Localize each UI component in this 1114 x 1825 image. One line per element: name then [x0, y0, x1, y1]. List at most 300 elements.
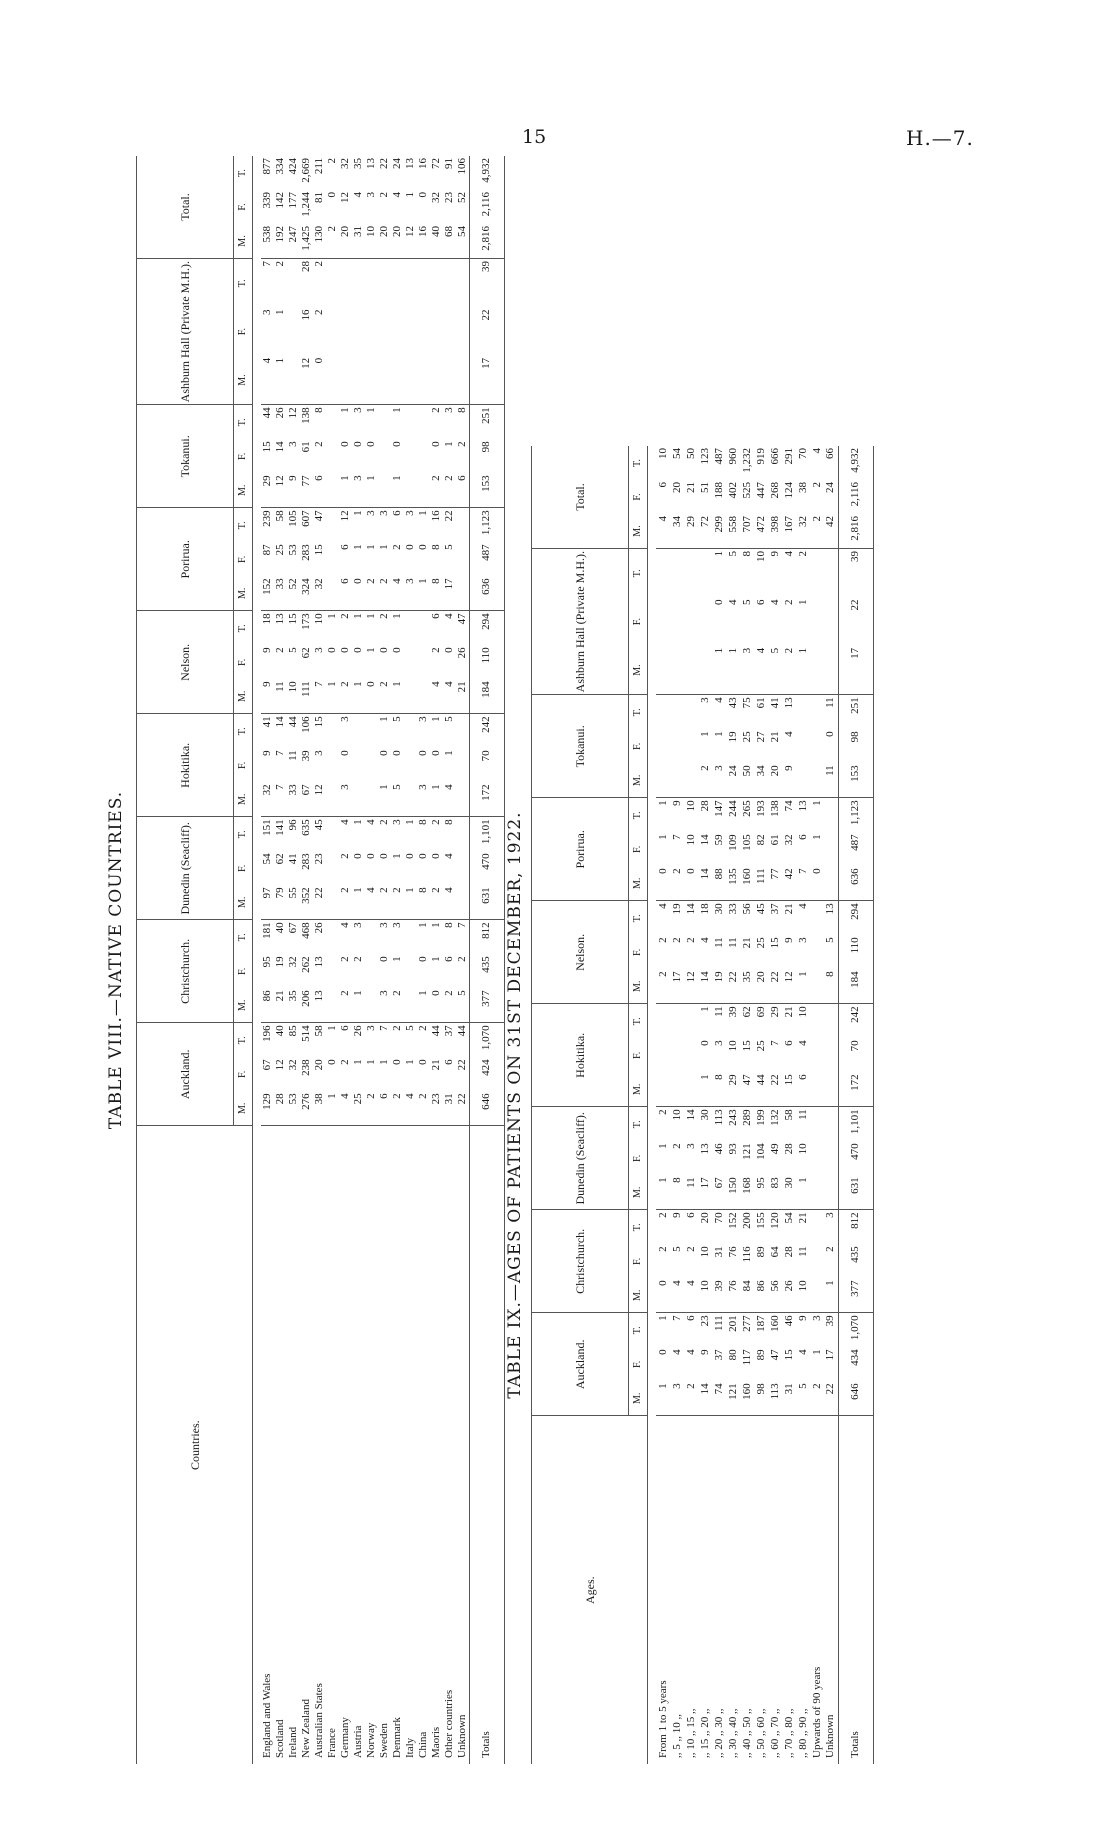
- cell-value: 22: [824, 1381, 838, 1416]
- row-label: ,, 50 ,, 60 ,,: [754, 1416, 768, 1764]
- cell-value: 10: [684, 834, 697, 846]
- totals-value: 172: [838, 1072, 873, 1107]
- cell-value: 121: [726, 1381, 740, 1416]
- cell-value: 26: [455, 647, 468, 659]
- cell-value: 960: [726, 448, 739, 465]
- totals-value: 251: [469, 405, 504, 440]
- cell-value: 47: [768, 1349, 781, 1361]
- cell-value: 83: [768, 1175, 782, 1210]
- totals-value: 251: [838, 695, 873, 730]
- cell-value: [404, 679, 417, 714]
- cell-value: 106: [300, 716, 312, 733]
- cell-value: 2: [391, 544, 403, 550]
- sub-header: F.: [234, 954, 253, 988]
- cell-value: 34: [754, 763, 768, 798]
- cell-value: [810, 1244, 824, 1278]
- cell-value: [326, 748, 339, 782]
- cell-value: 13: [824, 903, 837, 915]
- totals-value: 242: [469, 714, 504, 749]
- cell-value: [404, 988, 417, 1023]
- cell-value: 0: [313, 356, 326, 405]
- cell-value: 6: [391, 510, 403, 516]
- cell-value: 6: [754, 599, 767, 606]
- cell-value: 3: [404, 510, 416, 516]
- cell-value: 23: [430, 1091, 443, 1126]
- group-header: Total.: [137, 156, 234, 259]
- cell-value: 16: [300, 309, 312, 321]
- cell-value: 289: [740, 1109, 753, 1126]
- cell-value: 268: [768, 482, 781, 499]
- cell-value: 8: [443, 922, 455, 928]
- cell-value: [810, 935, 824, 969]
- cell-value: [326, 542, 339, 576]
- totals-row: [469, 156, 504, 1764]
- cell-value: [670, 1004, 684, 1039]
- cell-value: 25: [274, 544, 286, 556]
- cell-value: [404, 954, 417, 988]
- cell-value: 3: [352, 407, 364, 413]
- cell-value: [391, 356, 404, 405]
- cell-value: 12: [339, 192, 351, 203]
- totals-value: 294: [838, 901, 873, 936]
- cell-value: 2: [430, 819, 442, 825]
- cell-value: 5: [443, 544, 455, 550]
- cell-value: 1: [656, 800, 669, 806]
- cell-value: [326, 405, 339, 440]
- cell-value: 4: [443, 782, 456, 817]
- cell-value: 1: [404, 885, 417, 920]
- cell-value: 0: [378, 853, 390, 859]
- cell-value: 13: [796, 800, 809, 812]
- cell-value: 707: [740, 514, 754, 549]
- cell-value: [339, 356, 352, 405]
- sub-header: T.: [234, 611, 253, 646]
- cell-value: 97: [261, 885, 274, 920]
- cell-value: 10: [313, 613, 325, 625]
- cell-value: 10: [796, 1143, 809, 1155]
- cell-value: 558: [726, 514, 740, 549]
- row-label: Ireland: [287, 1126, 300, 1764]
- sub-header: M.: [234, 576, 253, 611]
- cell-value: 167: [782, 514, 796, 549]
- cell-value: 2: [430, 407, 442, 413]
- cell-value: 105: [287, 510, 299, 527]
- row-label: ,, 15 ,, 20 ,,: [698, 1416, 712, 1764]
- cell-value: 9: [782, 763, 796, 798]
- cell-value: 26: [352, 1025, 364, 1037]
- cell-value: [287, 356, 300, 405]
- cell-value: 1,425: [300, 224, 313, 259]
- cell-value: [796, 695, 810, 730]
- cell-value: 37: [443, 1025, 455, 1037]
- cell-value: 4: [754, 646, 768, 695]
- cell-value: 1: [378, 544, 390, 550]
- cell-value: 25: [754, 937, 767, 949]
- table-row: [378, 156, 391, 1764]
- cell-value: 19: [274, 956, 286, 968]
- table-row: [300, 156, 313, 1764]
- cell-value: [352, 714, 365, 749]
- cell-value: [404, 259, 417, 308]
- cell-value: 31: [782, 1381, 796, 1416]
- row-label: ,, 20 ,, 30 ,,: [712, 1416, 726, 1764]
- cell-value: 2: [391, 988, 404, 1023]
- cell-value: 4: [443, 853, 455, 859]
- cell-value: 32: [796, 514, 810, 549]
- cell-value: 11: [274, 679, 287, 714]
- cell-value: 8: [443, 819, 455, 825]
- cell-value: 239: [261, 510, 273, 527]
- cell-value: [684, 1004, 698, 1039]
- totals-value: 110: [469, 645, 504, 679]
- cell-value: 1: [339, 473, 352, 508]
- cell-value: [698, 549, 712, 598]
- cell-value: 1: [698, 1072, 712, 1107]
- cell-value: 33: [274, 576, 287, 611]
- cell-value: [810, 1038, 824, 1072]
- row-label: Maoris: [430, 1126, 443, 1764]
- cell-value: 1: [339, 407, 351, 413]
- cell-value: [670, 695, 684, 730]
- cell-value: 4: [768, 599, 781, 606]
- cell-value: [443, 308, 456, 356]
- cell-value: 130: [313, 224, 326, 259]
- group-header: Tokanui.: [532, 695, 629, 798]
- cell-value: 32: [287, 956, 299, 968]
- cell-value: [417, 679, 430, 714]
- cell-value: [656, 598, 670, 646]
- cell-value: 77: [768, 866, 782, 901]
- cell-value: 21: [740, 937, 753, 949]
- cell-value: 16: [417, 158, 429, 169]
- cell-value: 11: [287, 750, 299, 761]
- cell-value: 9: [670, 800, 683, 806]
- cell-value: 46: [782, 1315, 795, 1327]
- cell-value: 22: [378, 158, 390, 169]
- cell-value: 61: [754, 697, 767, 709]
- sub-header: M.: [629, 1381, 648, 1416]
- cell-value: 32: [339, 158, 351, 169]
- totals-value: 377: [469, 988, 504, 1023]
- cell-value: 85: [287, 1025, 299, 1037]
- totals-value: 1,101: [838, 1107, 873, 1142]
- table-row: [326, 156, 339, 1764]
- cell-value: [404, 611, 417, 646]
- cell-value: 10: [726, 1040, 739, 1052]
- cell-value: 13: [313, 988, 326, 1023]
- cell-value: 2: [670, 1143, 683, 1149]
- cell-value: 23: [443, 192, 455, 203]
- totals-value: 22: [838, 598, 873, 646]
- cell-value: 14: [684, 1109, 697, 1121]
- totals-label: Totals: [838, 1416, 873, 1764]
- table-viii-region: [100, 150, 490, 1770]
- row-label: Unknown: [824, 1416, 838, 1764]
- cell-value: [670, 763, 684, 798]
- cell-value: 32: [261, 782, 274, 817]
- cell-value: 244: [726, 800, 739, 817]
- table-row: [417, 156, 430, 1764]
- cell-value: 138: [768, 800, 781, 817]
- totals-value: 4,932: [838, 446, 873, 480]
- cell-value: 14: [698, 866, 712, 901]
- cell-value: 15: [287, 613, 299, 625]
- cell-value: 0: [339, 441, 351, 447]
- cell-value: 1: [430, 922, 442, 928]
- cell-value: 17: [443, 576, 456, 611]
- row-label: Germany: [339, 1126, 352, 1764]
- cell-value: 62: [300, 647, 312, 659]
- cell-value: 398: [768, 514, 782, 549]
- cell-value: 89: [754, 1349, 767, 1361]
- cell-value: 1: [352, 988, 365, 1023]
- cell-value: 3: [365, 1025, 377, 1031]
- cell-value: 2: [339, 988, 352, 1023]
- cell-value: 1: [274, 309, 286, 316]
- cell-value: 4: [352, 192, 364, 198]
- cell-value: 30: [712, 903, 725, 915]
- group-header: Porirua.: [137, 508, 234, 611]
- cell-value: 1: [326, 613, 338, 619]
- cell-value: 1: [712, 551, 725, 557]
- totals-value: 98: [838, 729, 873, 763]
- cell-value: 70: [796, 448, 809, 459]
- cell-value: 5: [824, 937, 837, 943]
- cell-value: 173: [300, 613, 312, 630]
- cell-value: 31: [352, 224, 365, 259]
- cell-value: 0: [365, 679, 378, 714]
- cell-value: 1: [796, 1175, 810, 1210]
- cell-value: 3: [670, 1381, 684, 1416]
- cell-value: [656, 549, 670, 598]
- totals-value: 434: [838, 1347, 873, 1381]
- cell-value: 28: [274, 1091, 287, 1126]
- cell-value: [326, 259, 339, 308]
- cell-value: 334: [274, 158, 286, 175]
- cell-value: 4: [261, 356, 274, 405]
- cell-value: 22: [768, 969, 782, 1004]
- cell-value: 29: [684, 514, 698, 549]
- cell-value: 91: [443, 158, 455, 169]
- cell-value: 10: [698, 1246, 711, 1258]
- cell-value: 4: [404, 1091, 417, 1126]
- totals-value: 812: [838, 1210, 873, 1245]
- cell-value: [365, 988, 378, 1023]
- cell-value: 116: [740, 1246, 753, 1263]
- totals-value: 17: [469, 356, 504, 405]
- cell-value: 11: [712, 1006, 725, 1017]
- cell-value: 1: [352, 544, 364, 550]
- cell-value: [417, 439, 430, 473]
- cell-value: 34: [670, 514, 684, 549]
- cell-value: 402: [726, 482, 739, 499]
- cell-value: 53: [287, 1091, 300, 1126]
- cell-value: 21: [274, 988, 287, 1023]
- cell-value: [339, 308, 352, 356]
- cell-value: 17: [698, 1175, 712, 1210]
- cell-value: 1: [443, 441, 455, 447]
- cell-value: 2: [782, 599, 795, 606]
- cell-value: 3: [810, 1315, 823, 1321]
- cell-value: 7: [670, 1315, 683, 1321]
- cell-value: 123: [698, 448, 711, 465]
- cell-value: [670, 598, 684, 646]
- cell-value: 2: [443, 473, 456, 508]
- cell-value: 6: [684, 1315, 697, 1321]
- cell-value: 132: [768, 1109, 781, 1126]
- cell-value: 2: [455, 956, 468, 962]
- cell-value: 1: [391, 613, 403, 619]
- cell-value: 151: [261, 819, 273, 836]
- cell-value: 4: [670, 1278, 684, 1313]
- cell-value: 4: [656, 514, 670, 549]
- table-viii: [136, 156, 505, 1764]
- cell-value: 2: [684, 1381, 698, 1416]
- cell-value: 10: [754, 551, 767, 562]
- sub-header: M.: [629, 969, 648, 1004]
- row-label: Scotland: [274, 1126, 287, 1764]
- cell-value: 0: [656, 866, 670, 901]
- cell-value: [365, 308, 378, 356]
- cell-value: [810, 1210, 824, 1245]
- totals-value: 2,116: [469, 190, 504, 224]
- cell-value: 25: [740, 731, 753, 743]
- cell-value: [810, 646, 824, 695]
- cell-value: 56: [768, 1278, 782, 1313]
- sub-header: F.: [234, 439, 253, 473]
- table-row: [726, 446, 740, 1764]
- cell-value: 2: [656, 1246, 669, 1252]
- row-label: From 1 to 5 years: [656, 1416, 670, 1764]
- table-viii-title: TABLE VIII.—NATIVE COUNTRIES.: [106, 790, 126, 1130]
- cell-value: 12: [300, 356, 313, 405]
- sub-header: M.: [629, 763, 648, 798]
- cell-value: 8: [430, 576, 443, 611]
- page-code: H.—7.: [906, 126, 974, 150]
- cell-value: 1: [352, 510, 364, 516]
- cell-value: 2: [670, 937, 683, 943]
- cell-value: [417, 308, 430, 356]
- cell-value: 12: [287, 407, 299, 419]
- cell-value: 117: [740, 1349, 753, 1366]
- row-label: ,, 5 ,, 10 ,,: [670, 1416, 684, 1764]
- sub-header: M.: [234, 782, 253, 817]
- cell-value: 3: [796, 937, 809, 943]
- cell-value: 29: [726, 1072, 740, 1107]
- cell-value: 0: [417, 750, 429, 756]
- sub-header: M.: [234, 679, 253, 714]
- cell-value: [456, 508, 469, 543]
- cell-value: 49: [768, 1143, 781, 1155]
- cell-value: 0: [810, 866, 824, 901]
- cell-value: 0: [430, 853, 442, 859]
- sub-header: F.: [234, 1057, 253, 1091]
- sub-header: T.: [234, 817, 253, 852]
- cell-value: 2: [274, 261, 286, 267]
- cell-value: [326, 576, 339, 611]
- cell-value: 29: [768, 1006, 781, 1018]
- cell-value: 262: [300, 956, 312, 973]
- cell-value: 13: [404, 158, 416, 169]
- cell-value: 6: [443, 956, 455, 962]
- cell-value: 1: [352, 613, 364, 619]
- cell-value: [378, 259, 391, 308]
- cell-value: 35: [352, 158, 364, 169]
- cell-value: [810, 1141, 824, 1175]
- cell-value: 32: [782, 834, 795, 846]
- group-header: Christchurch.: [137, 920, 234, 1023]
- cell-value: 0: [391, 441, 403, 447]
- sub-header: M.: [629, 866, 648, 901]
- totals-value: 1,070: [469, 1023, 504, 1058]
- cell-value: 95: [261, 956, 273, 968]
- cell-value: 2: [378, 576, 391, 611]
- cell-value: 1: [712, 646, 726, 695]
- cell-value: 21: [782, 903, 795, 915]
- cell-value: 2: [430, 885, 443, 920]
- cell-value: 5: [404, 1025, 416, 1031]
- cell-value: 6: [796, 834, 809, 840]
- cell-value: 0: [430, 750, 442, 756]
- cell-value: [698, 646, 712, 695]
- cell-value: 22: [313, 885, 326, 920]
- cell-value: 4: [443, 679, 456, 714]
- sub-header: T.: [629, 695, 648, 730]
- cell-value: 3: [698, 697, 711, 703]
- row-label: ,, 60 ,, 70 ,,: [768, 1416, 782, 1764]
- cell-value: 177: [287, 192, 299, 209]
- cell-value: 74: [782, 800, 795, 812]
- cell-value: [656, 1072, 670, 1107]
- cell-value: 4: [726, 599, 739, 606]
- cell-value: 487: [712, 448, 725, 465]
- cell-value: 32: [313, 576, 326, 611]
- cell-value: 23: [698, 1315, 711, 1327]
- cell-value: [810, 1072, 824, 1107]
- cell-value: [404, 405, 417, 440]
- group-header: Total.: [532, 446, 629, 549]
- cell-value: 5: [287, 647, 299, 653]
- cell-value: 12: [274, 1059, 286, 1071]
- cell-value: 20: [768, 763, 782, 798]
- cell-value: 0: [339, 750, 351, 756]
- cell-value: 192: [274, 224, 287, 259]
- cell-value: 238: [300, 1059, 312, 1076]
- cell-value: 41: [261, 716, 273, 728]
- cell-value: 13: [698, 1143, 711, 1155]
- cell-value: 44: [455, 1025, 468, 1037]
- cell-value: 1: [326, 679, 339, 714]
- cell-value: 1: [443, 750, 455, 756]
- cell-value: 3: [417, 716, 429, 722]
- cell-value: 3: [443, 407, 455, 413]
- cell-value: 2: [824, 1246, 837, 1252]
- cell-value: 160: [768, 1315, 781, 1332]
- cell-value: [365, 782, 378, 817]
- cell-value: 15: [782, 1349, 795, 1361]
- cell-value: [352, 748, 365, 782]
- cell-value: 70: [712, 1212, 725, 1224]
- cell-value: 0: [417, 544, 429, 550]
- table-row: [261, 156, 274, 1764]
- cell-value: 14: [698, 1381, 712, 1416]
- cell-value: 6: [313, 473, 326, 508]
- cell-value: [443, 259, 456, 308]
- cell-value: 28: [300, 261, 312, 272]
- cell-value: [656, 1038, 670, 1072]
- sub-header: T.: [629, 446, 648, 480]
- cell-value: 1: [365, 1059, 377, 1065]
